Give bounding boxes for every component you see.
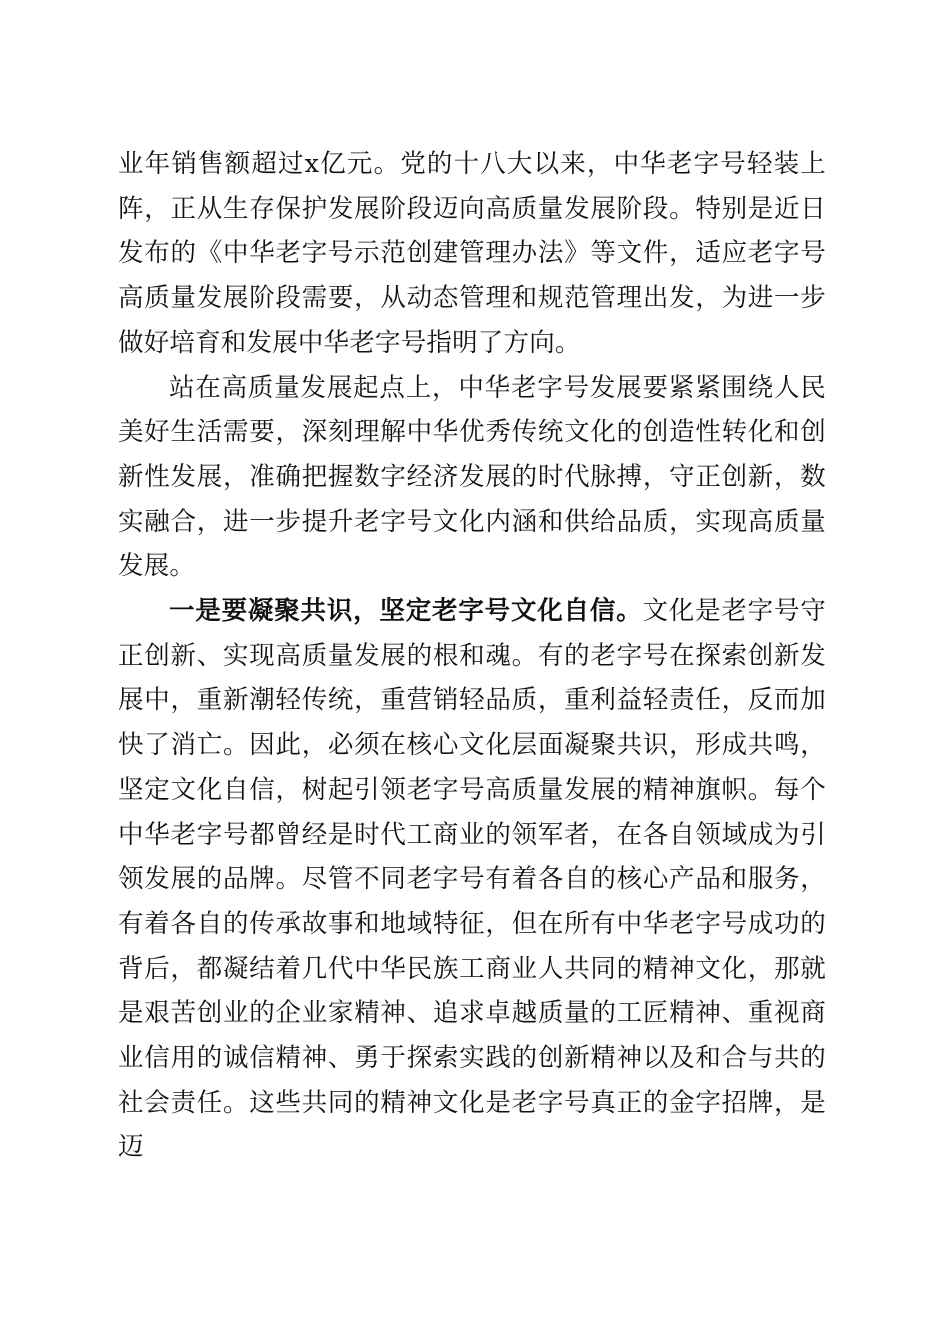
paragraph-body-text: 文化是老字号守正创新、实现高质量发展的根和魂。有的老字号在探索创新发展中，重新潮轻传统，重营销轻品质，重利益轻责任，反而加快了消亡。因此，必须在核心文化层面凝聚共识，形成共鸣，坚定文化自信，树起引领老字号高质量发展的精神旗帜。每个中华老字号都曾经是时代工商业的领军者，在各自领域成为引领发展的品牌。尽管不同老字号有着各自的核心产品和服务，有着各自的传承故事和地域特征，但在所有中华老字号成功的背后，都凝结着几代中华民族工商业人共同的精神文化，那就是艰苦创业的企业家精神、追求卓越质量的工匠精神、重视商业信用的诚信精神、勇于探索实践的创新精神以及和合与共的社会责任。这些共同的精神文化是老字号真正的金字招牌，是迈	[118, 596, 826, 1163]
document-body	[118, 142, 826, 1170]
paragraph-cultural-confidence	[118, 589, 826, 1170]
paragraph-continuation: 业年销售额超过x亿元。党的十八大以来，中华老字号轻装上阵，正从生存保护发展阶段迈向高质量发展阶段。特别是近日发布的《中华老字号示范创建管理办法》等文件，适应老字号高质量发展阶段需要，从动态管理和规范管理出发，为进一步做好培育和发展中华老字号指明了方向。	[118, 149, 826, 358]
paragraph-lead-heading: 一是要凝聚共识，坚定老字号文化自信。	[169, 596, 643, 627]
paragraph-high-quality-development: 站在高质量发展起点上，中华老字号发展要紧紧围绕人民美好生活需要，深刻理解中华优秀传统文化的创造性转化和创新性发展，准确把握数字经济发展的时代脉搏，守正创新，数实融合，进一步提升老字号文化内涵和供给品质，实现高质量发展。	[118, 372, 826, 582]
